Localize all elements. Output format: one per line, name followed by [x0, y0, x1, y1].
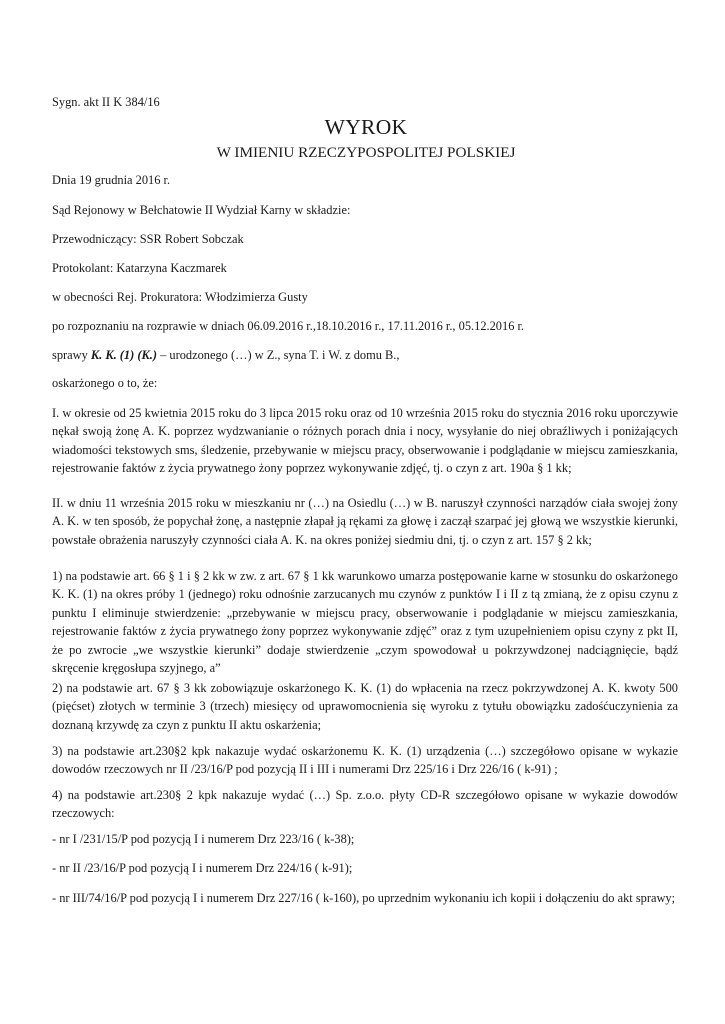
document-subtitle: W IMIENIU RZECZYPOSPOLITEJ POLSKIEJ [216, 144, 516, 161]
charges-intro: oskarżonego o to, że: [52, 376, 158, 390]
court-clerk: Protokolant: Katarzyna Kaczmarek [52, 261, 227, 275]
evidence-item-1: - nr I /231/15/P pod pozycją I i numerem Drz 223/16 ( k-38); [52, 832, 355, 846]
ruling-2: 2) na podstawie art. 67 § 3 kk zobowiązuje oskarżonego K. K. (1) do wpłacenia na rzecz pokrzywdzonej A. K. kwoty 500 (pięćset) złotych w terminie 3 (trzech) miesięcy od uprawomocnienia się wyroku z tytułu obowiązku zadośćuczynienia za doznaną krzywdę za czyn z punktu II aktu oskarżenia; [52, 681, 678, 732]
evidence-item-3: - nr III/74/16/P pod pozycją I i numerem Drz 227/16 ( k-160), po uprzednim wykonaniu ich kopii i dołączeniu do akt sprawy; [52, 891, 676, 905]
case-subject [52, 346, 400, 364]
charge-1: I. w okresie od 25 kwietnia 2015 roku do 3 lipca 2015 roku oraz od 10 września 2015 roku do stycznia 2016 roku uporczywie nękał swoją żonę A. K. poprzez wydzwanianie o różnych porach dnia i nocy, wysyłanie do niej obraźliwych i poniżających wiadomości tekstowych sms, śledzenie, przebywanie w miejscu pracy, obserwowanie i podglądanie w miejscu zamieszkania, rejestrowanie faktów z życia prywatnego żony poprzez wykonywanie zdjęć, tj. o czyn z art. 190a § 1 kk; [52, 406, 678, 476]
case-prefix: sprawy [52, 348, 91, 362]
hearing-dates: po rozpoznaniu na rozprawie w dniach 06.09.2016 r.,18.10.2016 r., 17.11.2016 r., 05.12.2016 r. [52, 319, 525, 333]
charge-2: II. w dniu 11 września 2015 roku w mieszkaniu nr (…) na Osiedlu (…) w B. naruszył czynności narządów ciała swojej żony A. K. w ten sposób, że popychał żonę, a następnie złapał ją rękami za głowę i zaczął szarpać jej głową we wszystkie kierunki, powstałe obrażenia naruszyły czynności ciała A. K. na okres poniżej siedmiu dni, tj. o czyn z art. 157 § 2 kk; [52, 496, 678, 547]
ruling-3: 3) na podstawie art.230§2 kpk nakazuje wydać oskarżonemu K. K. (1) urządzenia (…) szczegółowo opisane w wykazie dowodów rzeczowych nr II /23/16/P pod pozycją II i III i numerami Drz 225/16 i Drz 226/16 ( k-91) ; [52, 744, 678, 777]
ruling-4: 4) na podstawie art.230§ 2 kpk nakazuje wydać (…) Sp. z.o.o. płyty CD-R szczegółowo opisane w wykazie dowodów rzeczowych: [52, 788, 678, 821]
defendant-name: K. K. (1) (K.) [90, 348, 157, 362]
ruling-1: 1) na podstawie art. 66 § 1 i § 2 kk w zw. z art. 67 § 1 kk warunkowo umarza postępowanie karne w stosunku do oskarżonego K. K. (1) na okres próby 1 (jednego) roku odnośnie zarzucanych mu czynów z punktów I i II z tą zmianą, że z opisu czynu z punktu I eliminuje stwierdzenie: „przebywanie w miejscu pracy, obserwowanie i podglądanie w miejscu zamieszkania, rejestrowanie faktów z życia prywatnego żony poprzez wykonywanie zdjęć” oraz z tym uzupełnieniem opisu czyny z pkt II, że po zwrocie „we wszystkie kierunki” dodaje stwierdzenie „czym spowodował u pokrzywdzonej nadciągnięcie, bądź skręcenie kręgosłupa szyjnego, a” [52, 569, 678, 676]
defendant-details: – urodzonego (…) w Z., syna T. i W. z domu B., [156, 348, 400, 362]
document-title: WYROK [324, 115, 408, 139]
prosecutor: w obecności Rej. Prokuratora: Włodzimierza Gusty [52, 290, 308, 304]
judgment-date: Dnia 19 grudnia 2016 r. [52, 173, 171, 187]
case-number: Sygn. akt II K 384/16 [52, 95, 160, 109]
presiding-judge: Przewodniczący: SSR Robert Sobczak [52, 232, 244, 246]
evidence-item-2: - nr II /23/16/P pod pozycją I i numerem Drz 224/16 ( k-91); [52, 861, 353, 875]
court-composition: Sąd Rejonowy w Bełchatowie II Wydział Karny w składzie: [52, 203, 351, 217]
